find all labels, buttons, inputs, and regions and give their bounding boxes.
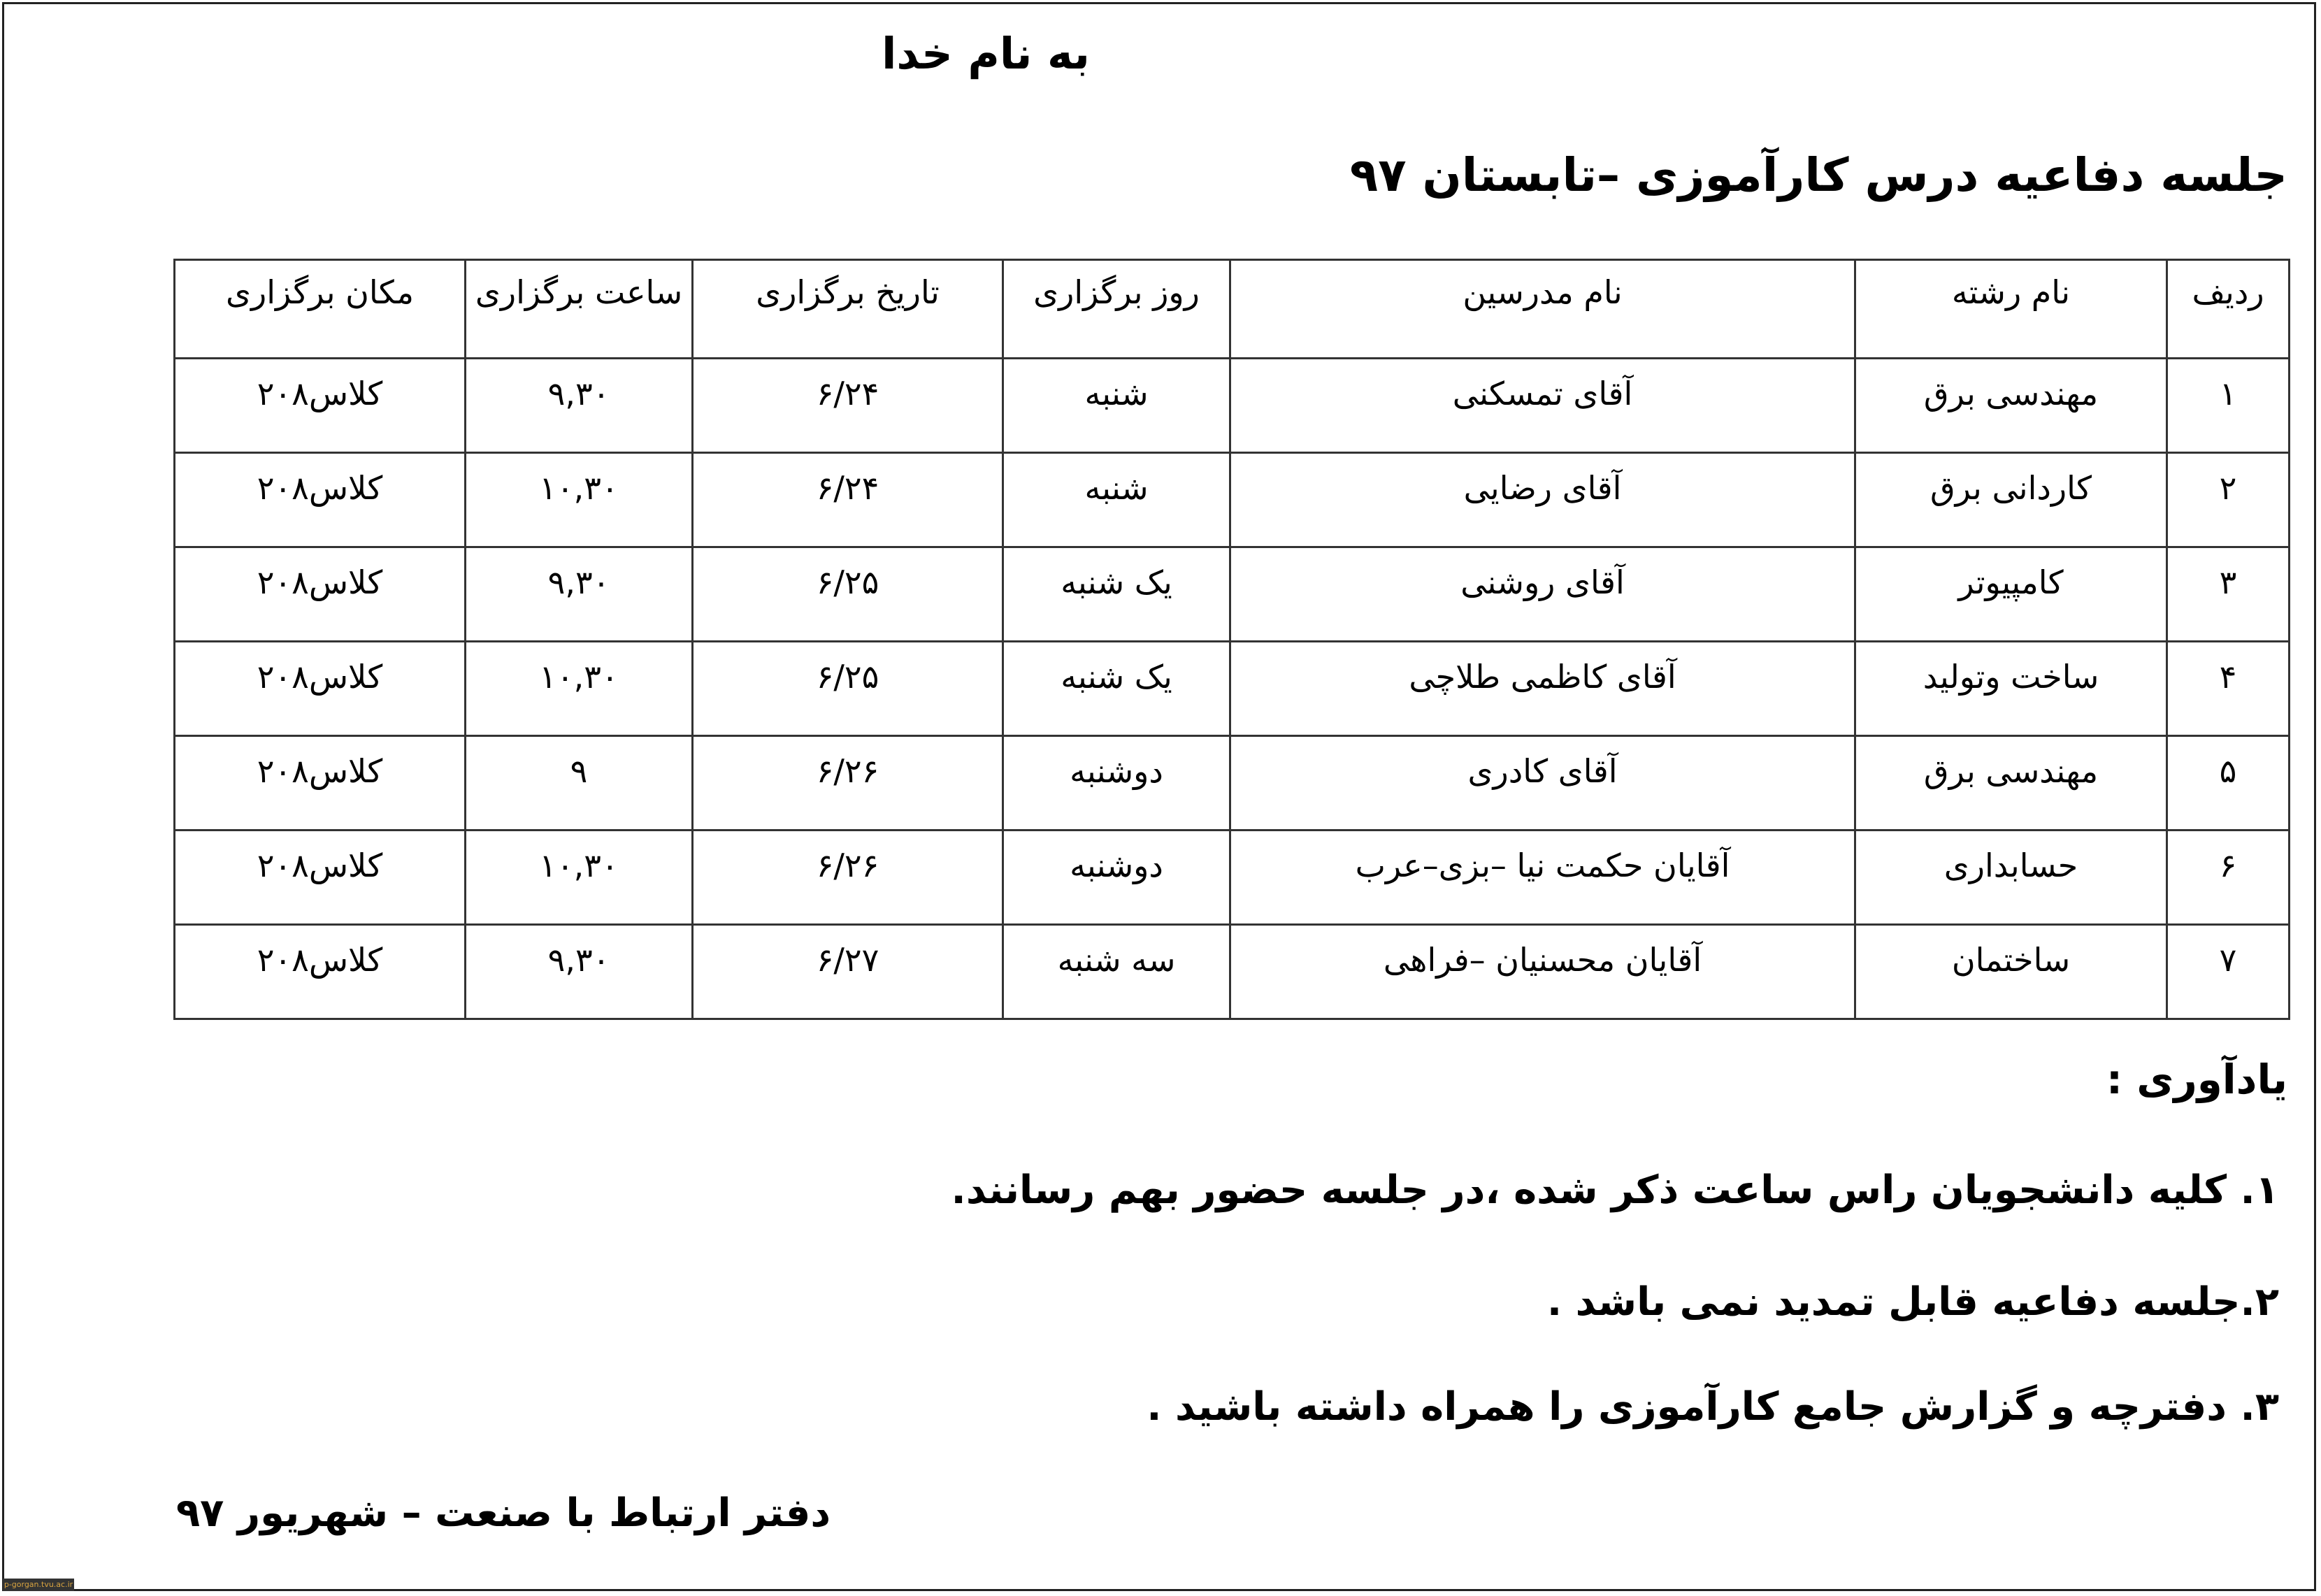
reminder-note: ۲.جلسه دفاعیه قابل تمدید نمی باشد . — [1546, 1279, 2279, 1325]
cell-date: ۶/۲۵ — [693, 642, 1003, 736]
cell-location: کلاس۲۰۸ — [175, 359, 466, 453]
cell-day: شنبه — [1003, 453, 1230, 547]
cell-date: ۶/۲۶ — [693, 736, 1003, 831]
document-title: جلسه دفاعیه درس کارآموزی –تابستان ۹۷ — [1349, 148, 2287, 202]
cell-location: کلاس۲۰۸ — [175, 831, 466, 925]
website-watermark: p-gorgan.tvu.ac.ir — [3, 1579, 74, 1591]
cell-time: ۹ — [466, 736, 693, 831]
cell-day: دوشنبه — [1003, 736, 1230, 831]
cell-major: مهندسی برق — [1855, 359, 2167, 453]
cell-day: دوشنبه — [1003, 831, 1230, 925]
cell-date: ۶/۲۶ — [693, 831, 1003, 925]
cell-row-number: ۵ — [2167, 736, 2290, 831]
cell-location: کلاس۲۰۸ — [175, 736, 466, 831]
cell-major: ساخت وتولید — [1855, 642, 2167, 736]
cell-instructors: آقای کاظمی طلاچی — [1230, 642, 1855, 736]
cell-date: ۶/۲۷ — [693, 925, 1003, 1019]
cell-location: کلاس۲۰۸ — [175, 453, 466, 547]
column-header-time: ساعت برگزاری — [466, 260, 693, 359]
cell-location: کلاس۲۰۸ — [175, 547, 466, 642]
cell-row-number: ۳ — [2167, 547, 2290, 642]
reminder-heading: یادآوری : — [2106, 1056, 2287, 1103]
cell-row-number: ۱ — [2167, 359, 2290, 453]
basmala-heading: به نام خدا — [882, 28, 1090, 79]
reminder-note: ۱. کلیه دانشجویان راس ساعت ذکر شده ،در جلسه حضور بهم رسانند. — [951, 1167, 2279, 1213]
cell-major: مهندسی برق — [1855, 736, 2167, 831]
column-header-location: مکان برگزاری — [175, 260, 466, 359]
cell-date: ۶/۲۴ — [693, 359, 1003, 453]
cell-instructors: آقای رضایی — [1230, 453, 1855, 547]
cell-time: ۹,۳۰ — [466, 547, 693, 642]
table-row — [175, 831, 2290, 925]
cell-row-number: ۶ — [2167, 831, 2290, 925]
table-row — [175, 642, 2290, 736]
cell-date: ۶/۲۵ — [693, 547, 1003, 642]
cell-row-number: ۲ — [2167, 453, 2290, 547]
table-row — [175, 547, 2290, 642]
cell-time: ۱۰,۳۰ — [466, 642, 693, 736]
column-header-date: تاریخ برگزاری — [693, 260, 1003, 359]
cell-time: ۱۰,۳۰ — [466, 831, 693, 925]
footer-signature: دفتر ارتباط با صنعت – شهریور ۹۷ — [176, 1490, 831, 1536]
column-header-major: نام رشته — [1855, 260, 2167, 359]
cell-day: شنبه — [1003, 359, 1230, 453]
cell-instructors: آقایان محسنیان –فراهی — [1230, 925, 1855, 1019]
cell-row-number: ۷ — [2167, 925, 2290, 1019]
column-header-instructors: نام مدرسین — [1230, 260, 1855, 359]
cell-major: حسابداری — [1855, 831, 2167, 925]
column-header-row-number: ردیف — [2167, 260, 2290, 359]
cell-instructors: آقای روشنی — [1230, 547, 1855, 642]
cell-day: یک شنبه — [1003, 547, 1230, 642]
cell-major: ساختمان — [1855, 925, 2167, 1019]
cell-major: کاردانی برق — [1855, 453, 2167, 547]
table-row — [175, 453, 2290, 547]
cell-location: کلاس۲۰۸ — [175, 642, 466, 736]
cell-time: ۹,۳۰ — [466, 925, 693, 1019]
cell-instructors: آقای تمسکنی — [1230, 359, 1855, 453]
table-row — [175, 359, 2290, 453]
cell-time: ۱۰,۳۰ — [466, 453, 693, 547]
table-row — [175, 736, 2290, 831]
cell-time: ۹,۳۰ — [466, 359, 693, 453]
defense-schedule-table — [173, 259, 2290, 1020]
cell-day: سه شنبه — [1003, 925, 1230, 1019]
reminder-note: ۳. دفترچه و گزارش جامع کارآموزی را همراه داشته باشید . — [1147, 1384, 2279, 1430]
table-row — [175, 925, 2290, 1019]
cell-day: یک شنبه — [1003, 642, 1230, 736]
cell-instructors: آقایان حکمت نیا –بزی–عرب — [1230, 831, 1855, 925]
cell-date: ۶/۲۴ — [693, 453, 1003, 547]
column-header-day: روز برگزاری — [1003, 260, 1230, 359]
table-header-row — [175, 260, 2290, 359]
cell-instructors: آقای کادری — [1230, 736, 1855, 831]
cell-location: کلاس۲۰۸ — [175, 925, 466, 1019]
cell-major: کامپیوتر — [1855, 547, 2167, 642]
cell-row-number: ۴ — [2167, 642, 2290, 736]
